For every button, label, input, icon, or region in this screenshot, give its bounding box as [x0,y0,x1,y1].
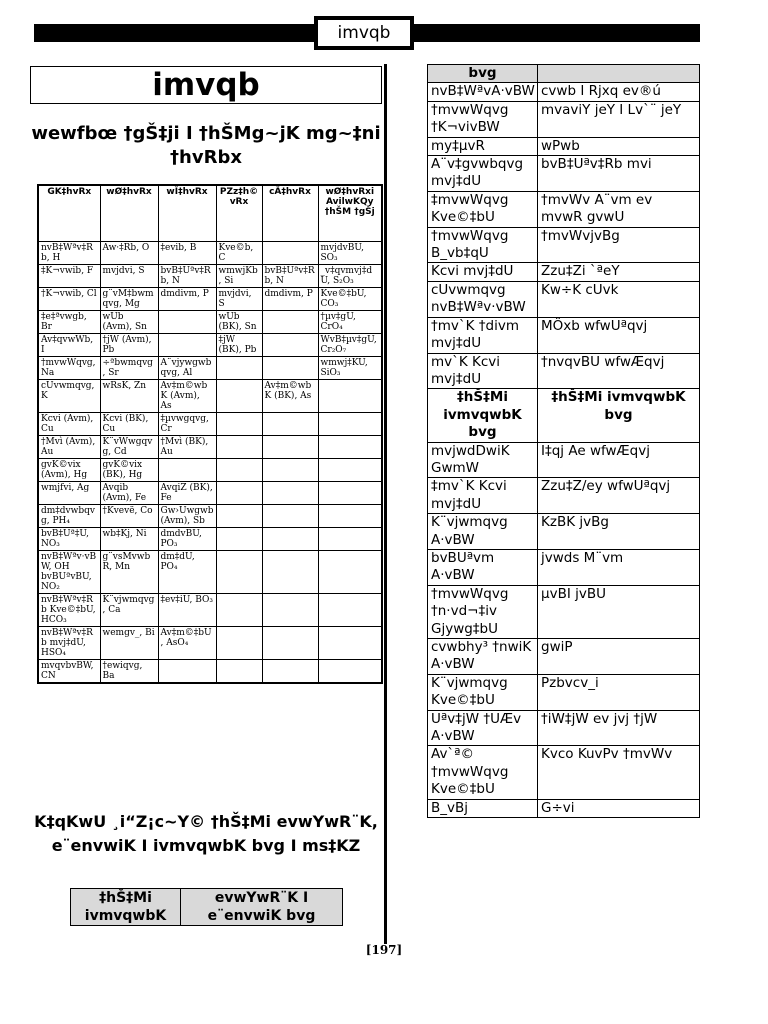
table-cell: †mvWvjvBg [538,227,700,263]
table-cell: nvB‡Wªv‡Rb Kve©‡bU, HCO₃ [38,593,100,626]
col-header-radicals: wØ‡hvRxi AvilwKQy †hŠM †gŠj [318,185,382,241]
table-cell: K¨vjwmqvg, Ca [100,593,158,626]
table-cell [262,310,318,333]
table-row [38,412,382,435]
table-row [428,514,700,550]
table-cell [262,593,318,626]
table-cell: ÷ªbwmqvg, Sr [100,356,158,379]
table-cell: bvB‡Uªv‡Rb, N [158,264,216,287]
table-cell: Aw·‡Rb, O [100,241,158,264]
table-cell: nvB‡Wªv‡Rb mvj‡dU, HSO₄ [38,626,100,659]
table-cell: mvjdvi, S [216,287,262,310]
top-header-title: imvqb [314,16,414,50]
table-cell: nvB‡Wªv·vBW, OH bvBUªvBU, NO₂ [38,550,100,593]
col-header-tetravalent: PZz‡h©vRx [216,185,262,241]
table-cell: K¨vWwgqvg, Cd [100,435,158,458]
table-cell: ‡jW (BK), Pb [216,333,262,356]
table-cell [216,458,262,481]
page-title: imvqb [30,66,382,104]
table-cell: cUvwmqvg nvB‡Wªv·vBW [428,281,538,317]
table-cell [262,659,318,683]
table-cell: Av‡qvwWb, I [38,333,100,356]
table-cell: Av‡m©wbK (BK), As [262,379,318,412]
table-cell: gvK©vix (BK), Hg [100,458,158,481]
table-cell [262,458,318,481]
right-table-header-row [428,65,700,83]
table-cell: gvK©vix (Avm), Hg [38,458,100,481]
table-cell: K¨vjwmqvg Kve©‡bU [428,674,538,710]
table-row [428,156,700,192]
right-table-subheader-row [428,389,700,442]
table-cell: wb‡Kj, Ni [100,527,158,550]
table-cell: dmdvBU, PO₃ [158,527,216,550]
table-cell [158,659,216,683]
compound-names-header-row [71,889,343,926]
table-row [38,379,382,412]
table-cell [318,435,382,458]
table-cell: cvwbhy³ †nwiK A·vBW [428,639,538,675]
table-row [428,263,700,281]
table-cell: ‡K¬vwib, F [38,264,100,287]
table-cell: Av‡m©‡bU, AsO₄ [158,626,216,659]
table-cell [262,333,318,356]
table-row [428,317,700,353]
table-cell [262,550,318,593]
table-cell: Kcvi mvj‡dU [428,263,538,281]
table-cell [216,626,262,659]
table-cell: g¨vM‡bwmqvg, Mg [100,287,158,310]
table-cell [262,412,318,435]
table-row [38,458,382,481]
table-cell: KzBK jvBg [538,514,700,550]
table-cell: wmwjKb, Si [216,264,262,287]
table-row [428,101,700,137]
table-cell [216,412,262,435]
table-cell: wmwj‡KU, SiO₃ [318,356,382,379]
table-cell: mvqvbvBW, CN [38,659,100,683]
table-cell: †mvwWqvg †K¬vivBW [428,101,538,137]
table-row [38,356,382,379]
table-cell: ‡mvwWqvg Kve©‡bU [428,191,538,227]
table-cell [216,504,262,527]
table-row [428,746,700,799]
col-header-chemical-name: ‡hŠ‡Mi ivmvqwbK [71,889,181,926]
table-cell [262,504,318,527]
col-header-monovalent: GK‡hvRx [38,185,100,241]
table-cell [216,435,262,458]
table-cell [318,659,382,683]
table-cell: wUb (Avm), Sn [100,310,158,333]
table-cell [318,481,382,504]
table-row [38,659,382,683]
table-cell: Kcvi (Avm), Cu [38,412,100,435]
table-cell: bvBUªvm A·vBW [428,549,538,585]
table-row [428,281,700,317]
col-header-trivalent: wÎ‡hvRx [158,185,216,241]
table-cell: Avqib (Avm), Fe [100,481,158,504]
table-cell: Zzu‡Z/ey wfwUªqvj [538,478,700,514]
table-cell: g¨vsMvwbR, Mn [100,550,158,593]
col-header-pentavalent: cÂ‡hvRx [262,185,318,241]
section-heading-compound-names: K‡qKwU ¸i“Z¡c~Y© †hŠ‡Mi evwYwR¨K, e¨envwiK I ivmvqwbK bvg I ms‡KZ [34,812,378,855]
table-cell [216,527,262,550]
valency-table-header-row [38,185,382,241]
table-cell: cvwb I Rjxq ev®ú [538,83,700,101]
table-cell [318,527,382,550]
table-cell: nvB‡Wªv‡Rb, H [38,241,100,264]
table-row [38,550,382,593]
table-cell [262,527,318,550]
page-number: [197] [365,943,403,957]
table-cell [216,379,262,412]
table-row [428,639,700,675]
table-cell: wRsK, Zn [100,379,158,412]
table-cell [262,241,318,264]
table-cell: bvB‡Uªv‡Rb, N [262,264,318,287]
table-cell: nvB‡WªvA·vBW [428,83,538,101]
table-cell: A¨v‡gvwbqvg mvj‡dU [428,156,538,192]
table-row [38,481,382,504]
table-cell: wemgv_, Bi [100,626,158,659]
table-cell: my‡µvR [428,137,538,155]
table-row [38,626,382,659]
table-cell: mvjdvi, S [100,264,158,287]
table-cell: mvjwdDwiK GwmW [428,442,538,478]
table-cell: wmjfvi, Ag [38,481,100,504]
table-cell: wPwb [538,137,700,155]
table-row [38,310,382,333]
table-cell [262,356,318,379]
table-cell [216,481,262,504]
table-cell: Gw›Uwgwb (Avm), Sb [158,504,216,527]
table-cell: dm‡dU, PO₄ [158,550,216,593]
table-cell: Kw÷K cUvk [538,281,700,317]
table-cell: Uªv‡jW †UÆv A·vBW [428,710,538,746]
table-row [428,674,700,710]
table-cell: A¨vjywgwbqvg, Al [158,356,216,379]
col-header-bivalent: wØ‡hvRx [100,185,158,241]
table-row [428,710,700,746]
table-cell [262,435,318,458]
table-cell [216,593,262,626]
table-row [38,264,382,287]
table-cell: Av`ª© †mvwWqvg Kve©‡bU [428,746,538,799]
table-row [428,585,700,638]
table-cell [158,333,216,356]
table-cell: ‡ev‡iU, BO₃ [158,593,216,626]
table-cell: ‡e‡ªvwgb, Br [38,310,100,333]
table-cell: cUvwmqvg, K [38,379,100,412]
table-cell [318,626,382,659]
table-cell: bvB‡Uª‡U, NO₃ [38,527,100,550]
table-cell: WvB‡µv‡gU, Cr₂O₇ [318,333,382,356]
table-row [428,83,700,101]
table-cell: _v‡qvmvj‡dU, S₂O₃ [318,264,382,287]
table-cell: Zzu‡Zi `ªeY [538,263,700,281]
table-cell: mvaviY jeY I Lv`¨ jeY [538,101,700,137]
table-cell: AvqiZ (BK), Fe [158,481,216,504]
table-cell: dm‡dvwbqvg, PH₄ [38,504,100,527]
table-cell [216,659,262,683]
table-row [428,549,700,585]
table-cell: Pzbvcv_i [538,674,700,710]
table-cell: †Mvì (Avm), Au [38,435,100,458]
table-cell [158,458,216,481]
table-cell: G÷vi [538,799,700,817]
table-cell [318,550,382,593]
table-cell: Kve©‡bU, CO₃ [318,287,382,310]
table-cell: ‡mv`K Kcvi mvj‡dU [428,478,538,514]
table-cell: †ewiqvg, Ba [100,659,158,683]
table-cell: MÖxb wfwUªqvj [538,317,700,353]
table-row [428,137,700,155]
table-cell: †mvwWqvg †n·vd¬‡iv Gjywg‡bU [428,585,538,638]
col-header-name: bvg [428,65,538,83]
table-cell: †jW (Avm), Pb [100,333,158,356]
table-row [38,435,382,458]
table-row [428,442,700,478]
subheader-cell: ‡hŠ‡Mi ivmvqwbK bvg [538,389,700,442]
table-row [428,353,700,389]
table-cell: I‡qj Ae wfwÆqvj [538,442,700,478]
table-cell: Kve©b, C [216,241,262,264]
table-row [38,504,382,527]
table-cell: bvB‡Uªv‡Rb mvi [538,156,700,192]
table-cell: Av‡m©wbK (Avm), As [158,379,216,412]
table-cell [262,481,318,504]
table-cell: †Kvevë, Co [100,504,158,527]
valency-table [37,184,383,684]
table-cell: Kvco KuvPv †mvWv [538,746,700,799]
table-cell [318,504,382,527]
table-cell: mvjdvBU, SO₃ [318,241,382,264]
table-row [428,191,700,227]
table-cell: †mvwWqvg B_vb‡qU [428,227,538,263]
column-divider [384,64,387,944]
table-cell: dmdivm, P [158,287,216,310]
section-heading-valency-table: wewfbœ †gŠ‡ji I †hŠMg~jK mg~‡ni †hvRbx [31,123,381,168]
table-cell: Kcvi (BK), Cu [100,412,158,435]
col-header-commercial-name: evwYwR¨K I e¨envwiK bvg [181,889,343,926]
table-cell [158,310,216,333]
table-cell: †µv‡gU, CrO₄ [318,310,382,333]
table-cell: †mv`K †divm mvj‡dU [428,317,538,353]
table-cell: dmdivm, P [262,287,318,310]
compound-names-table [427,64,700,818]
table-cell: †mvwWqvg, Na [38,356,100,379]
table-cell: †K¬vwib, Cl [38,287,100,310]
table-cell: ‡µvwgqvg, Cr [158,412,216,435]
table-row [38,241,382,264]
table-cell: µvBI jvBU [538,585,700,638]
table-cell [318,593,382,626]
table-cell [318,458,382,481]
table-row [38,333,382,356]
subheader-cell: ‡hŠ‡Mi ivmvqwbK bvg [428,389,538,442]
table-cell [216,550,262,593]
table-row [38,527,382,550]
table-row [428,799,700,817]
table-cell [318,412,382,435]
table-row [38,287,382,310]
table-row [428,227,700,263]
table-cell: B_vBj [428,799,538,817]
table-cell: gwiP [538,639,700,675]
table-cell: wUb (BK), Sn [216,310,262,333]
table-cell: †nvqvBU wfwÆqvj [538,353,700,389]
table-row [428,478,700,514]
table-cell: ‡evib, B [158,241,216,264]
table-cell: jvwds M¨vm [538,549,700,585]
col-header-blank [538,65,700,83]
table-cell [318,379,382,412]
table-cell: †mvWv A¨vm ev mvwR gvwU [538,191,700,227]
table-cell: mv`K Kcvi mvj‡dU [428,353,538,389]
table-cell [262,626,318,659]
table-cell: †iW‡jW ev jvj †jW [538,710,700,746]
table-cell: †Mvì (BK), Au [158,435,216,458]
table-row [38,593,382,626]
table-cell: K¨vjwmqvg A·vBW [428,514,538,550]
table-cell [216,356,262,379]
compound-names-header-table [70,888,343,926]
